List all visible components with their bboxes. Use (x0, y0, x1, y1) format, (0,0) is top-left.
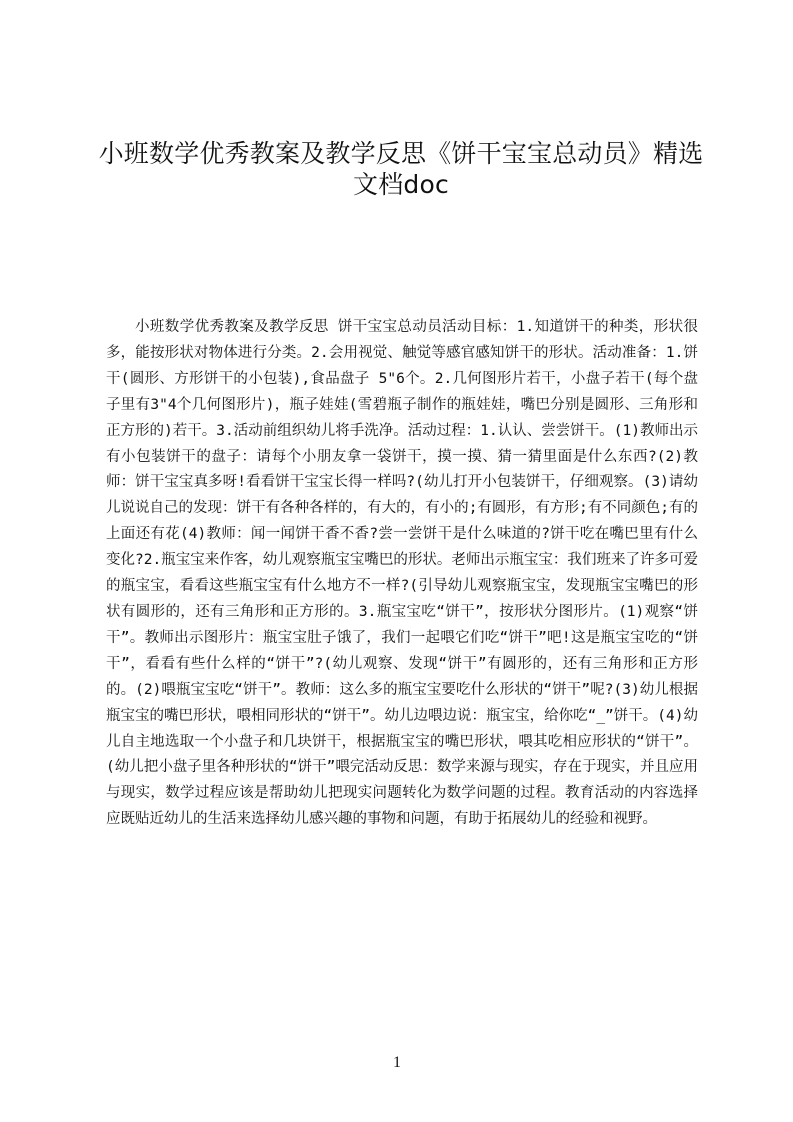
document-title: 小班数学优秀教案及教学反思《饼干宝宝总动员》精选文档doc (98, 139, 704, 199)
page-number: 1 (393, 1054, 401, 1071)
document-body-paragraph: 小班数学优秀教案及教学反思 饼干宝宝总动员活动目标：1.知道饼干的种类，形状很多，能按形状对物体进行分类。2.会用视觉、触觉等感官感知饼干的形状。活动准备：1.饼干(圆形、方形饼干的小包装),食品盘子 5"6个。2.几何图形片若干，小盘子若干(每个盘子里有3"4个几何图形片)，瓶子娃娃(雪碧瓶子制作的瓶娃娃，嘴巴分别是圆形、三角形和正方形的)若干。3.活动前组织幼儿将手洗净。活动过程：1.认认、尝尝饼干。(1)教师出示有小包装饼干的盘子：请每个小朋友拿一袋饼干，摸一摸、猜一猜里面是什么东西?(2)教师：饼干宝宝真多呀!看看饼干宝宝长得一样吗?(幼儿打开小包装饼干，仔细观察。(3)请幼儿说说自己的发现：饼干有各种各样的，有大的，有小的;有圆形，有方形;有不同颜色;有的上面还有花(4)教师：闻一闻饼干香不香?尝一尝饼干是什么味道的?饼干吃在嘴巴里有什么变化?2.瓶宝宝来作客，幼儿观察瓶宝宝嘴巴的形状。老师出示瓶宝宝：我们班来了许多可爱的瓶宝宝，看看这些瓶宝宝有什么地方不一样?(引导幼儿观察瓶宝宝，发现瓶宝宝嘴巴的形状有圆形的，还有三角形和正方形的。3.瓶宝宝吃“饼干”，按形状分图形片。(1)观察“饼干”。教师出示图形片：瓶宝宝肚子饿了，我们一起喂它们吃“饼干”吧!这是瓶宝宝吃的“饼干”，看看有些什么样的“饼干”?(幼儿观察、发现“饼干”有圆形的，还有三角形和正方形的。(2)喂瓶宝宝吃“饼干”。教师：这么多的瓶宝宝要吃什么形状的“饼干”呢?(3)幼儿根据瓶宝宝的嘴巴形状，喂相同形状的“饼干”。幼儿边喂边说：瓶宝宝，给你吃“_”饼干。(4)幼儿自主地选取一个小盘子和几块饼干，根据瓶宝宝的嘴巴形状，喂其吃相应形状的“饼干”。(幼儿把小盘子里各种形状的“饼干”喂完活动反思：数学来源与现实，存在于现实，并且应用与现实，数学过程应该是帮助幼儿把现实问题转化为数学问题的过程。教育活动的内容选择应既贴近幼儿的生活来选择幼儿感兴趣的事物和问题，有助于拓展幼儿的经验和视野。 (106, 319, 698, 828)
